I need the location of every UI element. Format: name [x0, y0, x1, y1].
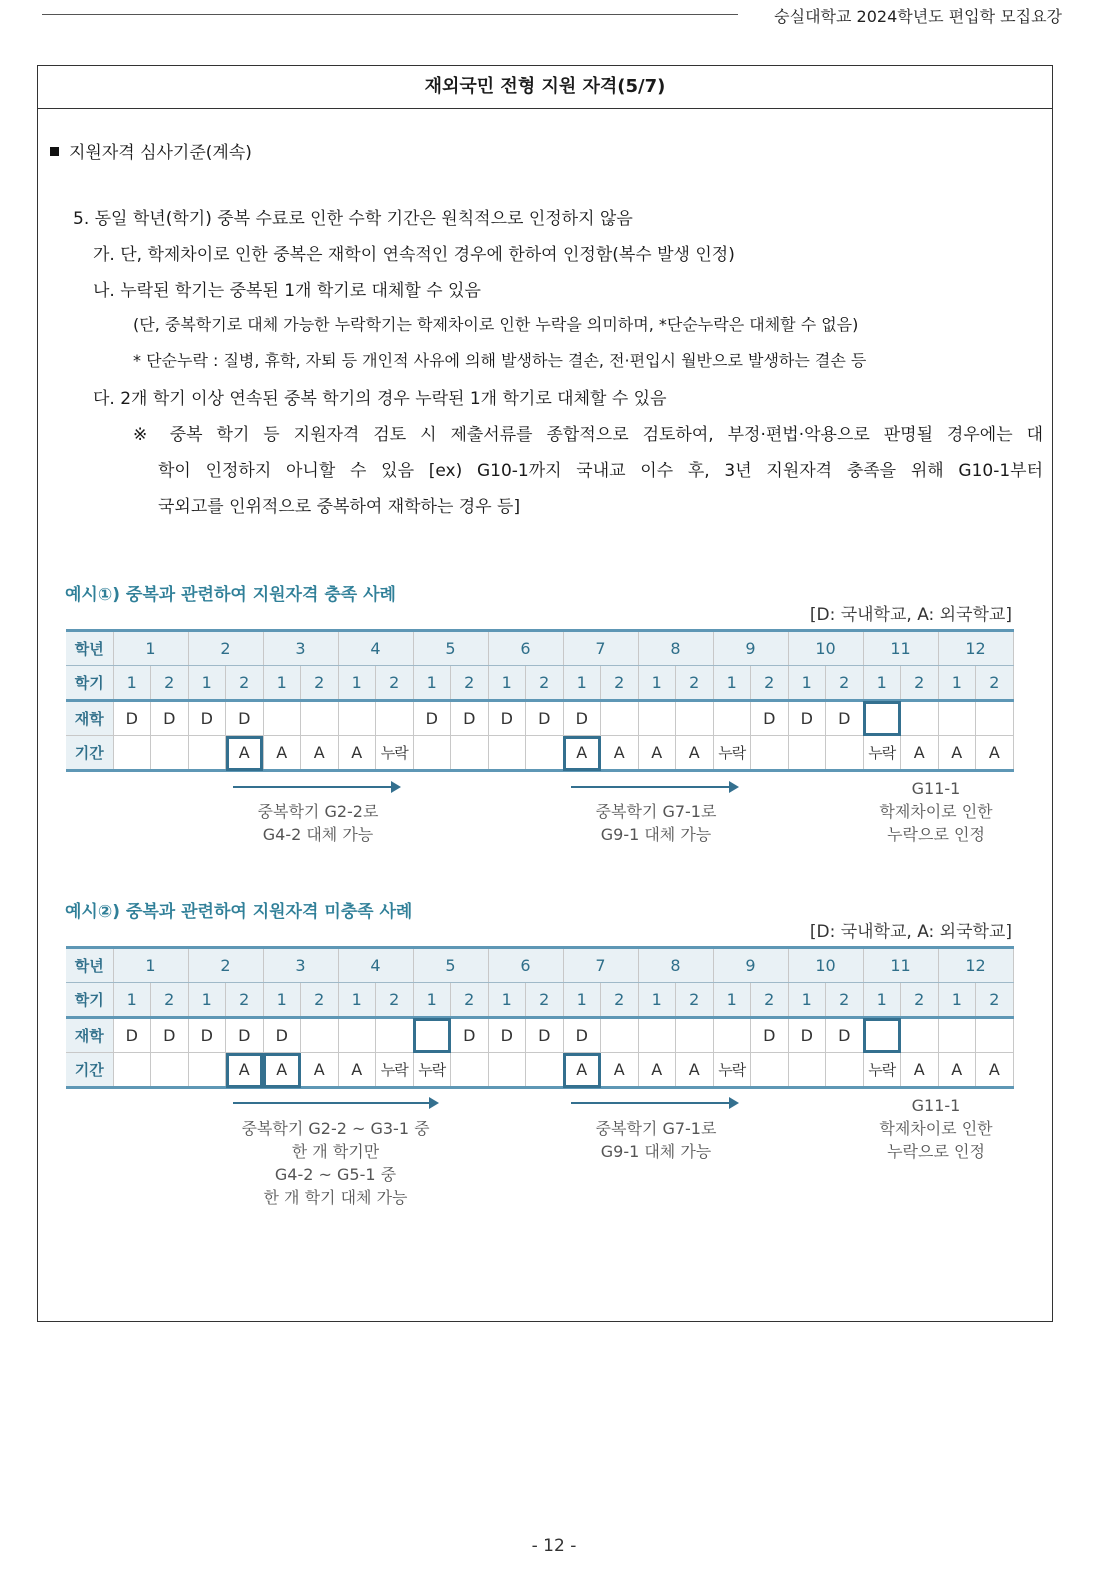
domestic-cell: D: [563, 701, 601, 736]
foreign-cell: [113, 1053, 151, 1088]
year-cell: 4: [338, 631, 413, 666]
foreign-cell: [451, 1053, 489, 1088]
foreign-cell: 누락: [713, 1053, 751, 1088]
semester-cell: 1: [713, 983, 751, 1018]
note-line: G4-2 ~ G5-1 중: [274, 1165, 397, 1184]
semester-cell: 2: [676, 666, 714, 701]
foreign-cell: [451, 736, 489, 771]
foreign-cell: [488, 736, 526, 771]
domestic-cell: [676, 701, 714, 736]
foreign-cell: [526, 1053, 564, 1088]
rule-5-na-note: (단, 중복학기로 대체 가능한 누락학기는 학제차이로 인한 누락을 의미하며, *단순누락은 대체할 수 없음): [133, 315, 859, 334]
year-cell: 2: [188, 948, 263, 983]
semester-cell: 2: [301, 666, 339, 701]
semester-cell: 2: [826, 666, 864, 701]
year-cell: 6: [488, 631, 563, 666]
foreign-cell: 누락: [863, 1053, 901, 1088]
example1-arrow-1: [233, 786, 399, 788]
semester-cell: 1: [638, 666, 676, 701]
domestic-cell: [976, 1018, 1014, 1053]
foreign-cell: A: [263, 1053, 301, 1088]
section-title: 재외국민 전형 지원 자격(5/7): [38, 66, 1052, 109]
domestic-cell: [376, 1018, 414, 1053]
year-row-header: 학년: [66, 948, 113, 983]
domestic-cell: [938, 701, 976, 736]
foreign-cell: [488, 1053, 526, 1088]
example1-note-3: [846, 777, 1026, 846]
year-cell: 3: [263, 948, 338, 983]
domestic-cell: [938, 1018, 976, 1053]
domestic-cell: [376, 701, 414, 736]
domestic-cell: D: [488, 701, 526, 736]
year-row-header: 학년: [66, 631, 113, 666]
note-line: G9-1 대체 가능: [600, 825, 712, 844]
year-cell: 1: [113, 948, 188, 983]
domestic-cell: D: [188, 701, 226, 736]
semester-cell: 1: [338, 666, 376, 701]
foreign-cell: [788, 736, 826, 771]
domestic-cell: D: [826, 1018, 864, 1053]
note-line: 학제차이로 인한: [879, 1119, 993, 1138]
semester-cell: 2: [526, 983, 564, 1018]
caution-note-1: ※ 중복 학기 등 지원자격 검토 시 제출서류를 종합적으로 검토하여, 부정·편법·악용으로 판명될 경우에는 대: [133, 425, 1043, 445]
year-cell: 11: [863, 948, 938, 983]
semester-cell: 2: [751, 983, 789, 1018]
year-cell: 5: [413, 948, 488, 983]
domestic-cell: [976, 701, 1014, 736]
semester-cell: 1: [113, 666, 151, 701]
semester-cell: 2: [676, 983, 714, 1018]
enrollment-header-bottom: 기간: [66, 1053, 113, 1088]
domestic-cell: D: [413, 701, 451, 736]
domestic-cell: [601, 1018, 639, 1053]
semester-cell: 1: [413, 666, 451, 701]
domestic-cell: D: [563, 1018, 601, 1053]
semester-cell: 1: [638, 983, 676, 1018]
note-line: 중복학기 G7-1로: [595, 802, 717, 821]
domestic-cell: D: [826, 701, 864, 736]
domestic-cell: [338, 1018, 376, 1053]
enrollment-header-bottom: 기간: [66, 736, 113, 771]
foreign-cell: A: [226, 1053, 264, 1088]
foreign-cell: [151, 736, 189, 771]
domestic-cell: [338, 701, 376, 736]
semester-cell: 2: [151, 983, 189, 1018]
semester-cell: 1: [938, 666, 976, 701]
rule-5: 5. 동일 학년(학기) 중복 수료로 인한 수학 기간은 원칙적으로 인정하지 않음: [73, 209, 633, 229]
domestic-cell: D: [788, 701, 826, 736]
year-cell: 10: [788, 631, 863, 666]
domestic-cell: [301, 1018, 339, 1053]
semester-cell: 2: [151, 666, 189, 701]
rule-5-ga: 가. 단, 학제차이로 인한 중복은 재학이 연속적인 경우에 한하여 인정함(복수 발생 인정): [93, 245, 735, 265]
year-cell: 11: [863, 631, 938, 666]
foreign-cell: A: [938, 736, 976, 771]
semester-cell: 2: [901, 666, 939, 701]
foreign-cell: 누락: [413, 1053, 451, 1088]
domestic-cell: D: [226, 1018, 264, 1053]
example1-legend: [D: 국내학교, A: 외국학교]: [809, 605, 1012, 625]
domestic-cell: D: [151, 701, 189, 736]
rule-5-na: 나. 누락된 학기는 중복된 1개 학기로 대체할 수 있음: [93, 281, 481, 301]
semester-cell: 1: [263, 983, 301, 1018]
semester-cell: 1: [338, 983, 376, 1018]
foreign-cell: [151, 1053, 189, 1088]
year-cell: 10: [788, 948, 863, 983]
year-cell: 9: [713, 631, 788, 666]
foreign-cell: A: [676, 1053, 714, 1088]
domestic-cell: D: [451, 1018, 489, 1053]
year-cell: 12: [938, 948, 1013, 983]
semester-cell: 1: [863, 666, 901, 701]
rule-5-da: 다. 2개 학기 이상 연속된 중복 학기의 경우 누락된 1개 학기로 대체할 수 있음: [93, 389, 667, 409]
semester-cell: 2: [226, 983, 264, 1018]
foreign-cell: A: [338, 1053, 376, 1088]
foreign-cell: A: [563, 1053, 601, 1088]
domestic-cell: D: [113, 1018, 151, 1053]
semester-cell: 2: [301, 983, 339, 1018]
note-line: 한 개 학기 대체 가능: [263, 1188, 408, 1207]
domestic-cell: [863, 701, 901, 736]
foreign-cell: A: [601, 1053, 639, 1088]
note-line: 중복학기 G2-2 ~ G3-1 중: [241, 1119, 430, 1138]
domestic-cell: D: [188, 1018, 226, 1053]
domestic-cell: D: [113, 701, 151, 736]
foreign-cell: 누락: [376, 1053, 414, 1088]
semester-cell: 2: [901, 983, 939, 1018]
foreign-cell: A: [301, 736, 339, 771]
semester-cell: 2: [451, 666, 489, 701]
foreign-cell: A: [601, 736, 639, 771]
enrollment-header-top: 재학: [66, 1018, 113, 1053]
semester-row-header: 학기: [66, 983, 113, 1018]
year-cell: 1: [113, 631, 188, 666]
note-line: 중복학기 G2-2로: [257, 802, 379, 821]
domestic-cell: D: [263, 1018, 301, 1053]
semester-cell: 1: [413, 983, 451, 1018]
semester-cell: 1: [713, 666, 751, 701]
domestic-cell: D: [751, 701, 789, 736]
simple-omission-note: * 단순누락 : 질병, 휴학, 자퇴 등 개인적 사유에 의해 발생하는 결손, 전·편입시 월반으로 발생하는 결손 등: [133, 351, 867, 370]
example2-legend: [D: 국내학교, A: 외국학교]: [809, 922, 1012, 942]
semester-cell: 1: [263, 666, 301, 701]
semester-cell: 2: [226, 666, 264, 701]
semester-cell: 1: [113, 983, 151, 1018]
foreign-cell: [751, 736, 789, 771]
example2-note-3: [846, 1094, 1026, 1163]
domestic-cell: [676, 1018, 714, 1053]
year-cell: 3: [263, 631, 338, 666]
year-cell: 7: [563, 948, 638, 983]
semester-cell: 1: [188, 983, 226, 1018]
domestic-cell: D: [151, 1018, 189, 1053]
note-line: 중복학기 G7-1로: [595, 1119, 717, 1138]
semester-cell: 1: [863, 983, 901, 1018]
example2-title: 예시②) 중복과 관련하여 지원자격 미충족 사례: [65, 902, 413, 922]
semester-cell: 2: [526, 666, 564, 701]
semester-cell: 1: [788, 666, 826, 701]
foreign-cell: 누락: [713, 736, 751, 771]
foreign-cell: A: [563, 736, 601, 771]
foreign-cell: [188, 736, 226, 771]
year-cell: 5: [413, 631, 488, 666]
domestic-cell: [901, 701, 939, 736]
semester-cell: 1: [488, 983, 526, 1018]
domestic-cell: [863, 1018, 901, 1053]
semester-cell: 1: [488, 666, 526, 701]
year-cell: 2: [188, 631, 263, 666]
domestic-cell: D: [526, 701, 564, 736]
foreign-cell: A: [976, 1053, 1014, 1088]
foreign-cell: [113, 736, 151, 771]
domestic-cell: [601, 701, 639, 736]
foreign-cell: A: [638, 736, 676, 771]
example2-table: [66, 946, 1013, 1089]
foreign-cell: [413, 736, 451, 771]
content-frame: [37, 65, 1053, 1322]
note-line: 누락으로 인정: [887, 1142, 985, 1161]
note-line: 누락으로 인정: [887, 825, 985, 844]
example1-note-2: [556, 800, 756, 846]
foreign-cell: A: [301, 1053, 339, 1088]
semester-cell: 2: [601, 983, 639, 1018]
year-cell: 9: [713, 948, 788, 983]
foreign-cell: A: [901, 1053, 939, 1088]
note-line: G4-2 대체 가능: [262, 825, 374, 844]
domestic-cell: [413, 1018, 451, 1053]
enrollment-header-top: 재학: [66, 701, 113, 736]
domestic-cell: D: [751, 1018, 789, 1053]
bullet-heading-text: 지원자격 심사기준(계속): [69, 143, 252, 163]
domestic-cell: [638, 1018, 676, 1053]
foreign-cell: 누락: [376, 736, 414, 771]
foreign-cell: [526, 736, 564, 771]
foreign-cell: [188, 1053, 226, 1088]
foreign-cell: [826, 736, 864, 771]
semester-cell: 1: [563, 666, 601, 701]
bullet-heading: [50, 138, 252, 163]
semester-cell: 2: [976, 666, 1014, 701]
year-cell: 4: [338, 948, 413, 983]
year-cell: 8: [638, 948, 713, 983]
foreign-cell: 누락: [863, 736, 901, 771]
example2-note-2: [556, 1117, 756, 1163]
example1-note-1: [218, 800, 418, 846]
foreign-cell: A: [976, 736, 1014, 771]
semester-cell: 1: [563, 983, 601, 1018]
example1-arrow-2: [571, 786, 737, 788]
domestic-cell: D: [226, 701, 264, 736]
foreign-cell: A: [638, 1053, 676, 1088]
foreign-cell: A: [676, 736, 714, 771]
domestic-cell: D: [451, 701, 489, 736]
domestic-cell: [901, 1018, 939, 1053]
example2-arrow-2: [571, 1102, 737, 1104]
square-bullet-icon: [50, 147, 59, 156]
year-cell: 12: [938, 631, 1013, 666]
domestic-cell: [263, 701, 301, 736]
example2-note-1: [208, 1117, 463, 1209]
example1-table: [66, 629, 1013, 772]
foreign-cell: A: [938, 1053, 976, 1088]
semester-cell: 2: [751, 666, 789, 701]
semester-cell: 1: [938, 983, 976, 1018]
foreign-cell: A: [338, 736, 376, 771]
foreign-cell: [826, 1053, 864, 1088]
document-header: 숭실대학교 2024학년도 편입학 모집요강: [774, 7, 1062, 26]
note-line: 학제차이로 인한: [879, 802, 993, 821]
domestic-cell: [638, 701, 676, 736]
semester-cell: 2: [826, 983, 864, 1018]
domestic-cell: [713, 1018, 751, 1053]
semester-cell: 2: [376, 666, 414, 701]
domestic-cell: [713, 701, 751, 736]
note-line: G11-1: [911, 779, 961, 798]
year-cell: 6: [488, 948, 563, 983]
domestic-cell: D: [526, 1018, 564, 1053]
year-cell: 8: [638, 631, 713, 666]
caution-note-3: 국외고를 인위적으로 중복하여 재학하는 경우 등]: [158, 497, 521, 517]
note-line: 한 개 학기만: [291, 1142, 380, 1161]
semester-cell: 2: [376, 983, 414, 1018]
note-line: G11-1: [911, 1096, 961, 1115]
semester-row-header: 학기: [66, 666, 113, 701]
foreign-cell: A: [263, 736, 301, 771]
example1-title: 예시①) 중복과 관련하여 지원자격 충족 사례: [65, 585, 396, 605]
header-rule: [42, 14, 738, 15]
year-cell: 7: [563, 631, 638, 666]
semester-cell: 1: [788, 983, 826, 1018]
note-line: G9-1 대체 가능: [600, 1142, 712, 1161]
foreign-cell: [788, 1053, 826, 1088]
domestic-cell: D: [488, 1018, 526, 1053]
example2-arrow-1: [233, 1102, 437, 1104]
caution-note-2: 학이 인정하지 아니할 수 있음 [ex) G10-1까지 국내교 이수 후, 3년 지원자격 충족을 위해 G10-1부터: [158, 461, 1043, 481]
semester-cell: 2: [601, 666, 639, 701]
page-number: - 12 -: [531, 1536, 577, 1556]
foreign-cell: A: [901, 736, 939, 771]
foreign-cell: A: [226, 736, 264, 771]
foreign-cell: [751, 1053, 789, 1088]
semester-cell: 1: [188, 666, 226, 701]
semester-cell: 2: [976, 983, 1014, 1018]
domestic-cell: D: [788, 1018, 826, 1053]
domestic-cell: [301, 701, 339, 736]
semester-cell: 2: [451, 983, 489, 1018]
